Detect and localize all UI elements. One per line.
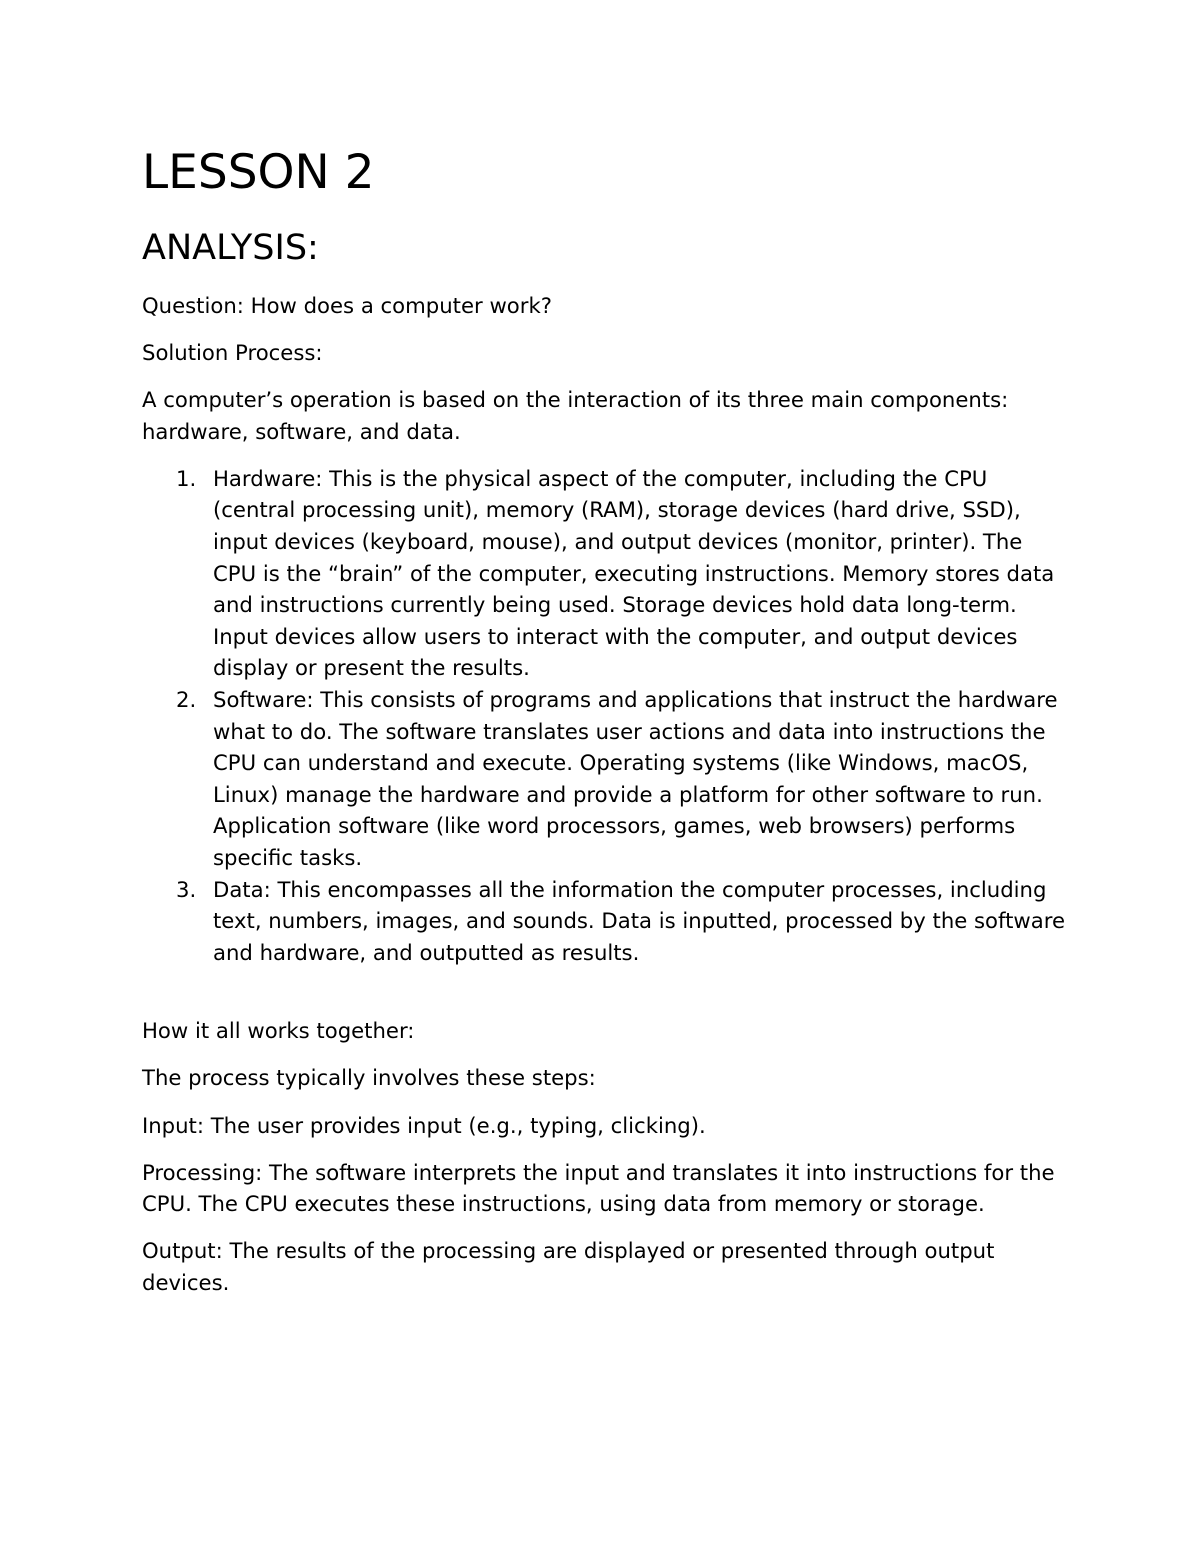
list-item bbox=[142, 684, 1072, 874]
intro-paragraph: A computer’s operation is based on the interaction of its three main components: hardware, software, and data. bbox=[142, 387, 1009, 444]
list-item-text: Software: This consists of programs and applications that instruct the hardware what to do. The software translates user actions and data into instructions the CPU can understand and execute. Operating systems (like Windows, macOS, Linux) manage the hardware and provide a platform for other software to run. Application software (like word processors, games, web browsers) performs specific tasks. bbox=[213, 687, 1058, 870]
list-item-text: Data: This encompasses all the information the computer processes, including text, numbers, images, and sounds. Data is inputted, processed by the software and hardware, and outputted as results. bbox=[213, 876, 1065, 965]
document-title: LESSON 2 bbox=[142, 145, 375, 200]
processing-step: Processing: The software interprets the input and translates it into instructions for the CPU. The CPU executes these instructions, using data from memory or storage. bbox=[142, 1159, 1055, 1217]
list-item-number: 2. bbox=[176, 687, 197, 713]
list-item-text: Hardware: This is the physical aspect of the computer, including the CPU (central processing unit), memory (RAM), storage devices (hard drive, SSD), input devices (keyboard, mouse), and output devices (monitor, printer). The CPU is the “brain” of the computer, executing instructions. Memory stores data and instructions currently being used. Storage devices hold data long-term. Input devices allow users to interact with the computer, and output devices display or present the results. bbox=[213, 465, 1055, 681]
document-body bbox=[142, 290, 1072, 1314]
spacer bbox=[142, 968, 1072, 1015]
list-item bbox=[142, 874, 1072, 969]
list-item-number: 1. bbox=[176, 465, 197, 491]
components-list bbox=[142, 463, 1072, 969]
together-heading: How it all works together: bbox=[142, 1018, 415, 1044]
output-step: Output: The results of the processing are displayed or presented through output devices. bbox=[142, 1238, 995, 1295]
input-step: Input: The user provides input (e.g., typing, clicking). bbox=[142, 1112, 706, 1138]
list-item bbox=[142, 463, 1072, 684]
document-subtitle: ANALYSIS: bbox=[142, 228, 319, 268]
solution-heading: Solution Process: bbox=[142, 340, 323, 366]
question-text: Question: How does a computer work? bbox=[142, 293, 552, 318]
list-item-number: 3. bbox=[176, 876, 197, 902]
steps-intro: The process typically involves these steps: bbox=[142, 1065, 596, 1091]
